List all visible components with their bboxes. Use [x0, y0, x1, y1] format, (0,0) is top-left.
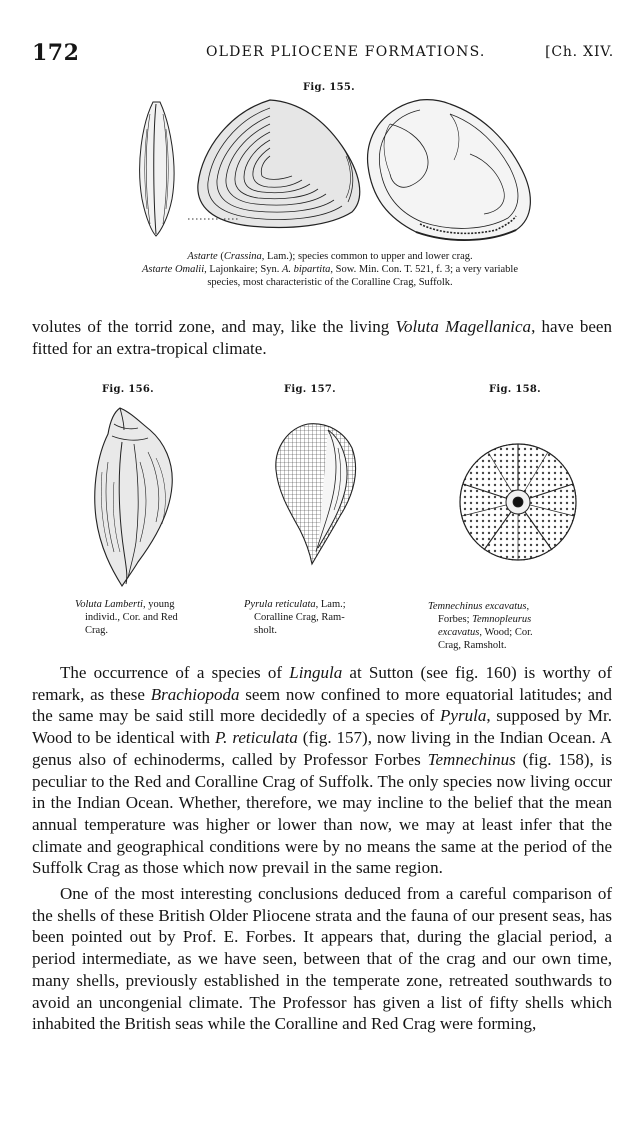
paragraph-1-italic-pyrula: Pyrula [440, 706, 487, 726]
fig-158-caption-line-2a: Forbes; [438, 614, 473, 625]
paragraph-0-text-b: , have been fitted for an extra-tropical climate. [32, 317, 612, 358]
fig-158-caption-line-3 [428, 626, 598, 639]
fig-158-caption-line-2 [428, 613, 598, 626]
fig-156-caption-line-3: Crag. [85, 625, 109, 636]
paragraph-1-italic-brachiopoda: Brachiopoda [150, 684, 240, 704]
fig-155-caption-line-1: Astarte (Crassina, Lam.); species common to upper and lower crag. [187, 251, 473, 262]
fig-156-species: Voluta Lamberti [75, 599, 143, 610]
fig-157-caption-line-1 [244, 598, 404, 611]
astarte-exterior-valve [198, 100, 360, 227]
fig-155-label: Fig. 155. [303, 82, 355, 93]
fig-155-caption-line-1-rest: , Lam.); species common to upper and lower crag. [261, 251, 473, 262]
fig-157-label: Fig. 157. [284, 384, 336, 395]
fig-156-caption [75, 598, 215, 637]
fig-155-species: Astarte [187, 251, 218, 262]
fig-155-astarte-illustration [120, 94, 540, 244]
fig-155-caption-line-2-rest: , Sow. Min. Con. T. 521, f. 3; a very variable [330, 264, 519, 275]
fig-158-label: Fig. 158. [489, 384, 541, 395]
fig-156-label: Fig. 156. [102, 384, 154, 395]
paragraph-1 [32, 662, 612, 879]
running-header [32, 40, 614, 68]
fig-157-pyrula-illustration [268, 418, 368, 568]
chapter-label: [Ch. XIV. [545, 44, 614, 60]
fig-158-synonym-genus: Temnopleurus [472, 614, 532, 625]
fig-156-caption-line-2: individ., Cor. and Red [85, 612, 178, 623]
fig-155-caption-line-2 [30, 263, 630, 276]
fig-155-synonym: A. bipartita [281, 264, 331, 275]
fig-156-caption-line-1 [75, 598, 215, 611]
fig-155-caption-line-2-mid: , Lajonkaire; Syn. [204, 264, 280, 275]
paragraph-1-text-a: The occurrence of a species of [60, 663, 290, 682]
paragraph-1-italic-temnechinus: Temnechinus [427, 749, 516, 769]
fig-157-caption-line-1-rest: , Lam.; [315, 599, 346, 610]
running-title: OLDER PLIOCENE FORMATIONS. [206, 44, 486, 60]
paragraph-1-text-f: (fig. 158), is peculiar to the Red and Coralline Crag of Suffolk. The only species now living occur in the Indian Ocean. Whether, therefore, we may incline to the belief that the mean annual temperature was higher or lower than now, we may at least infer that the climate and geographical conditions were by no means the same at the period of the Suffolk Crag as those which now prevail in the same region. [32, 749, 613, 878]
fig-157-caption-line-3: sholt. [254, 625, 278, 636]
paragraph-2: One of the most interesting conclusions deduced from a careful comparison of the shells of these British Older Pliocene strata and the fauna of our present seas, has been pointed out by Prof. E. Forbes. It appears that, during the glacial period, a period intermediate, as we have seen, between that of the crag and our own time, many shells, previously established in the temperate zone, retreated southwards to avoid an uncongenial climate. The Professor has given a list of fifty shells which inhabited the British seas while the Coralline and Red Crag were forming, [32, 884, 612, 1034]
paragraph-1-italic-lingula: Lingula [289, 663, 343, 682]
fig-155-caption-line-3: species, most characteristic of the Coralline Crag, Suffolk. [207, 277, 453, 288]
paragraph-0-italic: Voluta Magellanica [395, 317, 532, 336]
paragraph-1-text-b: at Sutton (see fig. 160) is worthy of remark, as these [32, 663, 613, 704]
paragraph-1-text-d: , supposed by Mr. Wood to be identical with [32, 706, 612, 748]
fig-155-genus-alt: Crassina [223, 251, 262, 262]
fig-158-species: Temnechinus excavatus [428, 601, 527, 612]
paragraph-1-italic-reticulata: P. reticulata [214, 728, 298, 748]
astarte-edge-view [140, 102, 174, 236]
fig-158-caption-line-1 [428, 600, 598, 613]
fig-158-synonym-species: excavatus [438, 627, 480, 638]
fig-156-voluta-illustration [78, 402, 188, 592]
fig-158-caption-line-1-rest: , [526, 601, 530, 612]
paragraph-0-text-a: volutes of the torrid zone, and may, like the living [32, 317, 396, 336]
fig-157-caption [244, 598, 404, 637]
paragraph-1-text-c: seem now confined to more equatorial latitudes; and the same may be said still more decidedly of a species of [32, 684, 613, 726]
fig-158-caption-line-4: Crag, Ramsholt. [438, 640, 507, 651]
paragraph-continuation [32, 316, 612, 359]
fig-158-caption-line-3-rest: , Wood; Cor. [479, 627, 533, 638]
page-number: 172 [32, 40, 80, 66]
fig-156-caption-line-1-rest: , young [142, 599, 175, 610]
astarte-interior-valve [368, 100, 531, 240]
fig-155-species-2: Astarte Omalii [141, 264, 205, 275]
fig-157-caption-line-2: Coralline Crag, Ram- [254, 612, 345, 623]
fig-158-caption [428, 600, 598, 652]
fig-158-temnechinus-illustration [456, 440, 580, 564]
main-body-text [32, 662, 612, 1035]
fig-157-species: Pyrula reticulata [244, 599, 316, 610]
paragraph-1-text-e: (fig. 157), now living in the Indian Ocean. A genus also of echinoderms, called by Professor Forbes [32, 728, 612, 769]
